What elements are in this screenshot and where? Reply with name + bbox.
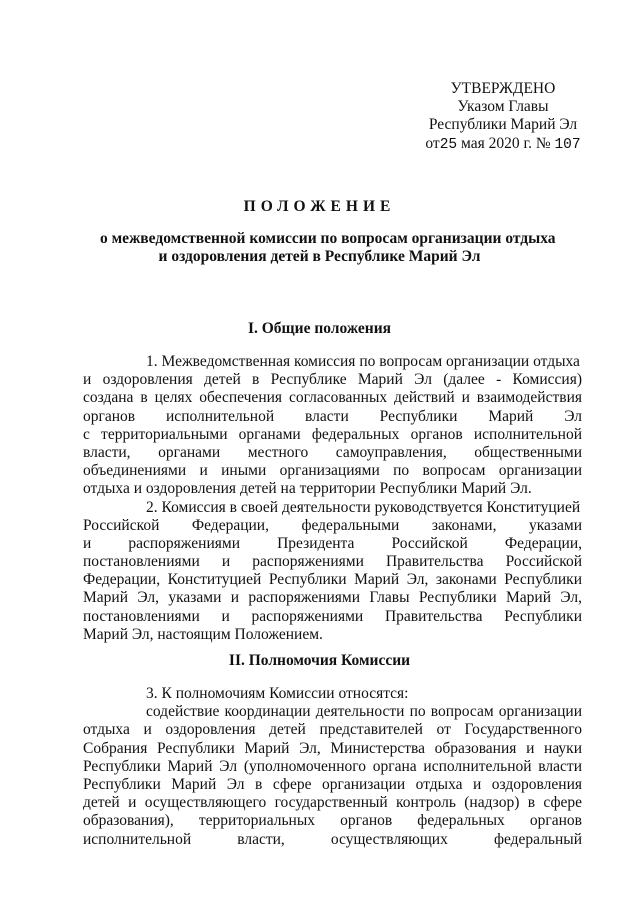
paragraph-line: органов исполнительной власти Республики Марий Эл xyxy=(83,407,582,425)
paragraph-line: Российской Федерации, федеральными законами, указами xyxy=(83,516,582,534)
approval-date-line xyxy=(408,135,598,154)
approval-region: Республики Марий Эл xyxy=(428,116,578,134)
approval-date-rest: мая 2020 г. № xyxy=(457,134,555,152)
paragraph-line: создана в целях обеспечения согласованных действий и взаимодействия xyxy=(83,389,582,407)
paragraph-line: 3. К полномочиям Комиссии относятся: xyxy=(146,685,409,702)
paragraph-line: Республики Марий Эл (уполномоченного органа исполнительной власти xyxy=(83,757,582,775)
document-subtitle xyxy=(100,230,556,266)
approval-date-day: 25 xyxy=(439,136,458,153)
paragraph-line: исполнительной власти, осуществляющих федеральный xyxy=(83,830,582,848)
paragraph-line: и оздоровления детей в Республике Марий Эл (далее - Комиссия) xyxy=(83,371,582,389)
paragraph-line: содействие координации деятельности по вопросам организации xyxy=(146,703,582,721)
section-body-general xyxy=(83,353,582,644)
paragraph-line: объединениями и иными организациями по вопросам организации xyxy=(83,462,582,480)
paragraph-line: 2. Комиссия в своей деятельности руководствуется Конституцией xyxy=(146,498,581,516)
paragraph-line: с территориальными органами федеральных органов исполнительной xyxy=(83,425,582,443)
document-title: ПОЛОЖЕНИЕ xyxy=(243,198,396,215)
section-heading-powers: II. Полномочия Комиссии xyxy=(228,652,411,669)
paragraph-line: отдыха и оздоровления детей на территории Республики Марий Эл. xyxy=(83,480,532,498)
paragraph-line: Марий Эл, настоящим Положением. xyxy=(83,625,323,643)
section-body-powers xyxy=(83,685,582,849)
paragraph-line: Федерации, Конституцией Республики Марий Эл, законами Республики xyxy=(83,571,582,589)
paragraph-line: образования), территориальных органов федеральных органов xyxy=(83,812,582,830)
paragraph-line: постановлениями и распоряжениями Правительства Российской xyxy=(83,553,582,571)
approval-stamp xyxy=(408,80,598,154)
paragraph-line: отдыха и оздоровления детей представителей от Государственного xyxy=(83,721,582,739)
paragraph-line: постановлениями и распоряжениями Правительства Республики xyxy=(83,607,582,625)
subtitle-line: и оздоровления детей в Республике Марий Эл xyxy=(158,248,481,266)
approval-date-prefix: от xyxy=(425,134,440,152)
paragraph-line: власти, органами местного самоуправления, общественными xyxy=(83,443,582,461)
paragraph-line: Республики Марий Эл в сфере организации отдыха и оздоровления xyxy=(83,775,582,793)
paragraph-line: 1. Межведомственная комиссия по вопросам организации отдыха xyxy=(146,353,580,370)
section-heading-general: I. Общие положения xyxy=(247,320,392,337)
approval-label: УТВЕРЖДЕНО xyxy=(450,80,556,97)
approval-issuer: Указом Главы xyxy=(457,98,549,116)
approval-number: 107 xyxy=(554,136,581,153)
subtitle-line: о межведомственной комиссии по вопросам организации отдыха xyxy=(100,230,556,247)
paragraph-line: и распоряжениями Президента Российской Федерации, xyxy=(83,534,582,552)
paragraph-line: Собрания Республики Марий Эл, Министерства образования и науки xyxy=(83,739,582,757)
paragraph-line: детей и осуществляющего государственный контроль (надзор) в сфере xyxy=(83,794,582,812)
paragraph-line: Марий Эл, указами и распоряжениями Главы Республики Марий Эл, xyxy=(83,589,582,607)
